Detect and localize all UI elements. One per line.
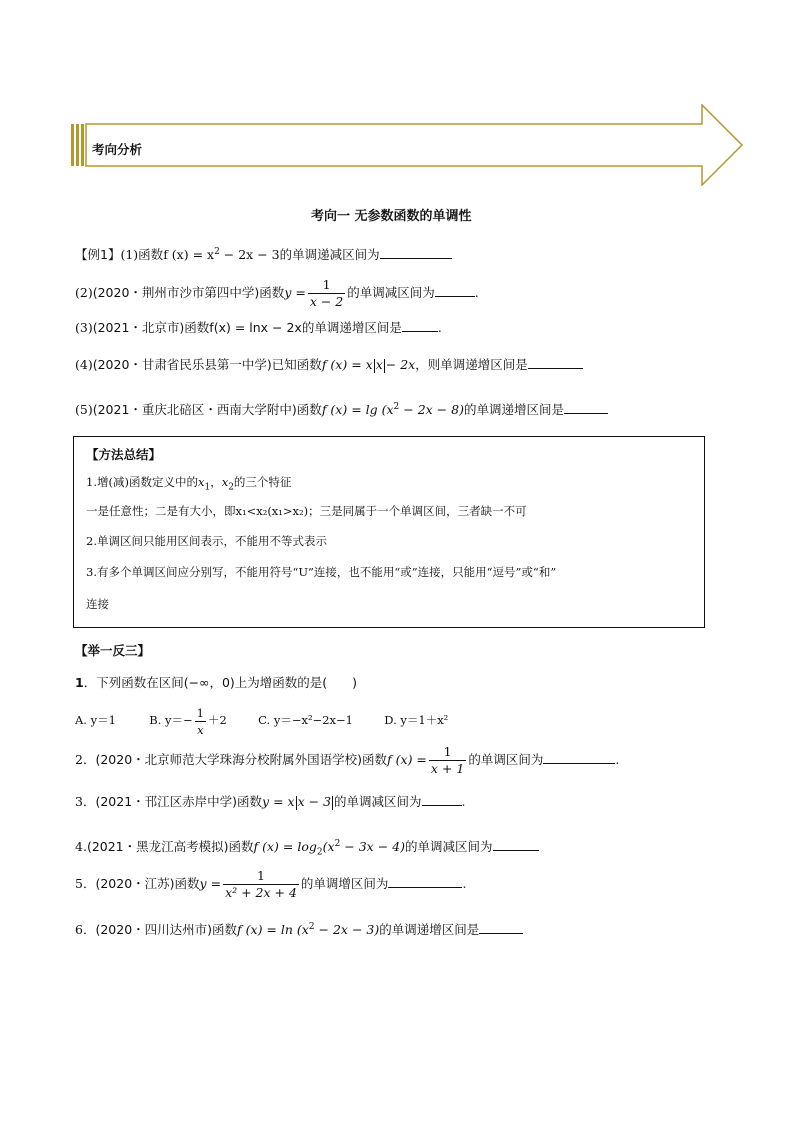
- p6-expr-b: − 2x − 3): [314, 922, 380, 938]
- p5-num: 5．: [75, 876, 96, 891]
- abs-bar-left: [374, 359, 375, 373]
- q2-tail: 的单调减区间为: [347, 285, 435, 300]
- q3-text: 函数f(x) = lnx − 2x的单调递增区间是: [184, 320, 402, 335]
- p5-denominator: x² + 2x + 4: [225, 885, 297, 900]
- p4-sub: 2: [316, 847, 323, 858]
- summary-line-1a: 1.增(减)函数定义中的: [86, 475, 198, 489]
- p5-fraction: [223, 868, 299, 901]
- p3-expr-b: x − 3: [297, 794, 332, 809]
- banner-label: 考向分析: [92, 142, 143, 157]
- q2-fraction: [308, 277, 345, 310]
- p2-text: 函数: [362, 752, 388, 767]
- p2-denominator: x + 1: [430, 761, 465, 776]
- p6-exp: 2: [308, 922, 315, 932]
- p4-source: (2021・黑龙江高考模拟): [86, 839, 229, 855]
- p6-num: 6．: [75, 922, 96, 938]
- section-title: 考向一 无参数函数的单调性: [311, 209, 472, 224]
- example-q2: [75, 273, 479, 313]
- section-banner: [70, 104, 746, 186]
- p1-num: 1: [75, 675, 84, 690]
- q3-source: (2021・北京市): [92, 320, 185, 335]
- q2-numerator: 1: [308, 277, 345, 294]
- practice-q1: [75, 673, 357, 693]
- example-q4: [75, 355, 583, 375]
- p2-fx: f (x) =: [387, 752, 427, 767]
- q1-fx: f (x): [163, 247, 189, 263]
- practice-q5: [75, 864, 466, 904]
- method-summary-box: [73, 436, 705, 628]
- q2-num: (2): [75, 285, 93, 300]
- p5-end: .: [462, 876, 467, 891]
- p4-expr-c: − 3x − 4): [340, 839, 405, 855]
- practice-q3: [75, 792, 466, 812]
- q2-y: y =: [284, 285, 306, 300]
- summary-line-1b: 的三个特征: [233, 475, 292, 489]
- q2-end: .: [474, 285, 479, 300]
- answer-blank[interactable]: [543, 750, 615, 764]
- p6-tail: 的单调递增区间是: [379, 922, 480, 938]
- p5-text: 函数: [174, 876, 200, 891]
- example-q1: [75, 242, 452, 265]
- practice-q4: [75, 834, 539, 863]
- summary-sep: ，: [210, 475, 222, 489]
- q3-num: (3): [75, 320, 93, 335]
- p1-text: ．下列函数在区间(−∞，0)上为增函数的是( ): [83, 675, 358, 690]
- option-b-pre: B. y＝−: [149, 713, 193, 727]
- q4-expr-c: − 2x: [385, 357, 416, 372]
- q5-exp: 2: [393, 402, 400, 412]
- answer-blank[interactable]: [493, 837, 539, 851]
- answer-blank[interactable]: [380, 245, 452, 259]
- answer-blank[interactable]: [479, 920, 523, 934]
- abs-bar-right: [384, 359, 385, 373]
- q1-rest: − 2x − 3: [219, 247, 280, 263]
- p3-source: (2021・邗江区赤岸中学): [95, 794, 238, 809]
- p2-end: .: [615, 752, 620, 767]
- p6-expr-a: f (x) = ln (x: [237, 922, 309, 938]
- q1-eq: = x: [188, 247, 215, 263]
- q3-end: .: [437, 320, 442, 335]
- p2-tail: 的单调区间为: [468, 752, 544, 767]
- p3-expr-a: y = x: [262, 794, 295, 809]
- practice-q2: [75, 740, 619, 780]
- summary-line-4: 3.有多个单调区间应分别写，不能用符号“U”连接，也不能用“或”连接，只能用“逗号”或“和”: [86, 565, 557, 579]
- summary-x2-sub: 2: [228, 482, 234, 493]
- summary-x1-sub: 1: [204, 482, 211, 493]
- q4-source: (2020・甘肃省民乐县第一中学): [92, 357, 272, 372]
- option-a[interactable]: A. y＝1: [75, 713, 116, 727]
- p5-y: y =: [199, 876, 222, 891]
- option-b-den: x: [197, 722, 204, 737]
- p3-end: .: [461, 794, 466, 809]
- p3-text: 函数: [237, 794, 263, 809]
- p2-numerator: 1: [429, 744, 466, 761]
- p4-exp: 2: [334, 839, 341, 849]
- option-b-post: ＋2: [207, 713, 227, 727]
- p3-num: 3．: [75, 794, 96, 809]
- abs-bar-right: [332, 796, 333, 810]
- example-q3: [75, 318, 442, 338]
- p4-tail: 的单调减区间为: [404, 839, 493, 855]
- answer-blank[interactable]: [388, 874, 462, 888]
- p2-source: (2020・北京师范大学珠海分校附属外国语学校): [95, 752, 363, 767]
- q1-tail: 的单调递减区间为: [279, 247, 380, 263]
- summary-x2: x: [221, 475, 229, 489]
- answer-blank[interactable]: [422, 792, 462, 806]
- p3-tail: 的单调减区间为: [334, 794, 422, 809]
- answer-blank[interactable]: [528, 355, 583, 369]
- answer-blank[interactable]: [564, 400, 608, 414]
- q5-num: (5): [75, 402, 93, 418]
- example-prefix: 【例1】: [75, 247, 121, 263]
- p4-expr-a: f (x) = log: [253, 839, 317, 855]
- option-b-num: 1: [196, 705, 204, 720]
- summary-line-2: 一是任意性；二是有大小，即x₁<x₂(x₁>x₂)；三是同属于一个单调区间，三者缺一不可: [86, 504, 527, 518]
- option-d[interactable]: D. y＝1＋x²: [384, 713, 449, 727]
- q5-expr-b: − 2x − 8): [399, 402, 464, 418]
- example-q5: [75, 397, 608, 420]
- summary-line-3: 2.单调区间只能用区间表示，不能用不等式表示: [86, 534, 327, 548]
- q5-expr-a: f (x) = lg (x: [321, 402, 394, 418]
- option-b-fraction: [195, 705, 206, 738]
- q1-exp: 2: [214, 247, 220, 257]
- q4-expr-b: x: [375, 357, 383, 372]
- p2-num: 2．: [75, 752, 96, 767]
- q4-tail: ，则单调递增区间是: [415, 357, 528, 372]
- option-c[interactable]: C. y＝−x²−2x−1: [258, 713, 353, 727]
- practice-q1-options: [75, 700, 448, 740]
- p4-text: 函数: [228, 839, 254, 855]
- p5-source: (2020・江苏): [95, 876, 175, 891]
- q2-text: 函数: [259, 285, 285, 300]
- summary-line-5: 连接: [86, 597, 109, 611]
- summary-line-1: [86, 474, 291, 492]
- practice-q6: [75, 917, 523, 940]
- q5-text: 函数: [296, 402, 322, 418]
- q1-text: 函数: [138, 247, 164, 263]
- p5-tail: 的单调增区间为: [300, 876, 389, 891]
- q5-tail: 的单调递增区间是: [463, 402, 564, 418]
- answer-blank[interactable]: [435, 283, 475, 297]
- summary-x1: x: [197, 475, 205, 489]
- p5-numerator: 1: [223, 868, 299, 885]
- q4-num: (4): [75, 357, 93, 372]
- p4-expr-b: (x: [322, 839, 335, 855]
- p6-text: 函数: [212, 922, 238, 938]
- p6-source: (2020・四川达州市): [95, 922, 213, 938]
- summary-title: 【方法总结】: [86, 447, 162, 462]
- practice-title: 【举一反三】: [75, 643, 151, 658]
- q4-expr-a: f (x) = x: [321, 357, 373, 372]
- answer-blank[interactable]: [402, 318, 438, 332]
- banner-arrow-shape: [70, 104, 746, 186]
- q2-source: (2020・荆州市沙市第四中学): [92, 285, 260, 300]
- option-b[interactable]: [149, 705, 227, 737]
- p4-num: 4.: [75, 839, 87, 855]
- abs-bar-left: [296, 796, 297, 810]
- p2-fraction: [429, 744, 466, 777]
- q4-text: 已知函数: [271, 357, 322, 372]
- q1-num: (1): [120, 247, 139, 263]
- q2-denominator: x − 2: [309, 294, 344, 309]
- q5-source: (2021・重庆北碚区・西南大学附中): [92, 402, 297, 418]
